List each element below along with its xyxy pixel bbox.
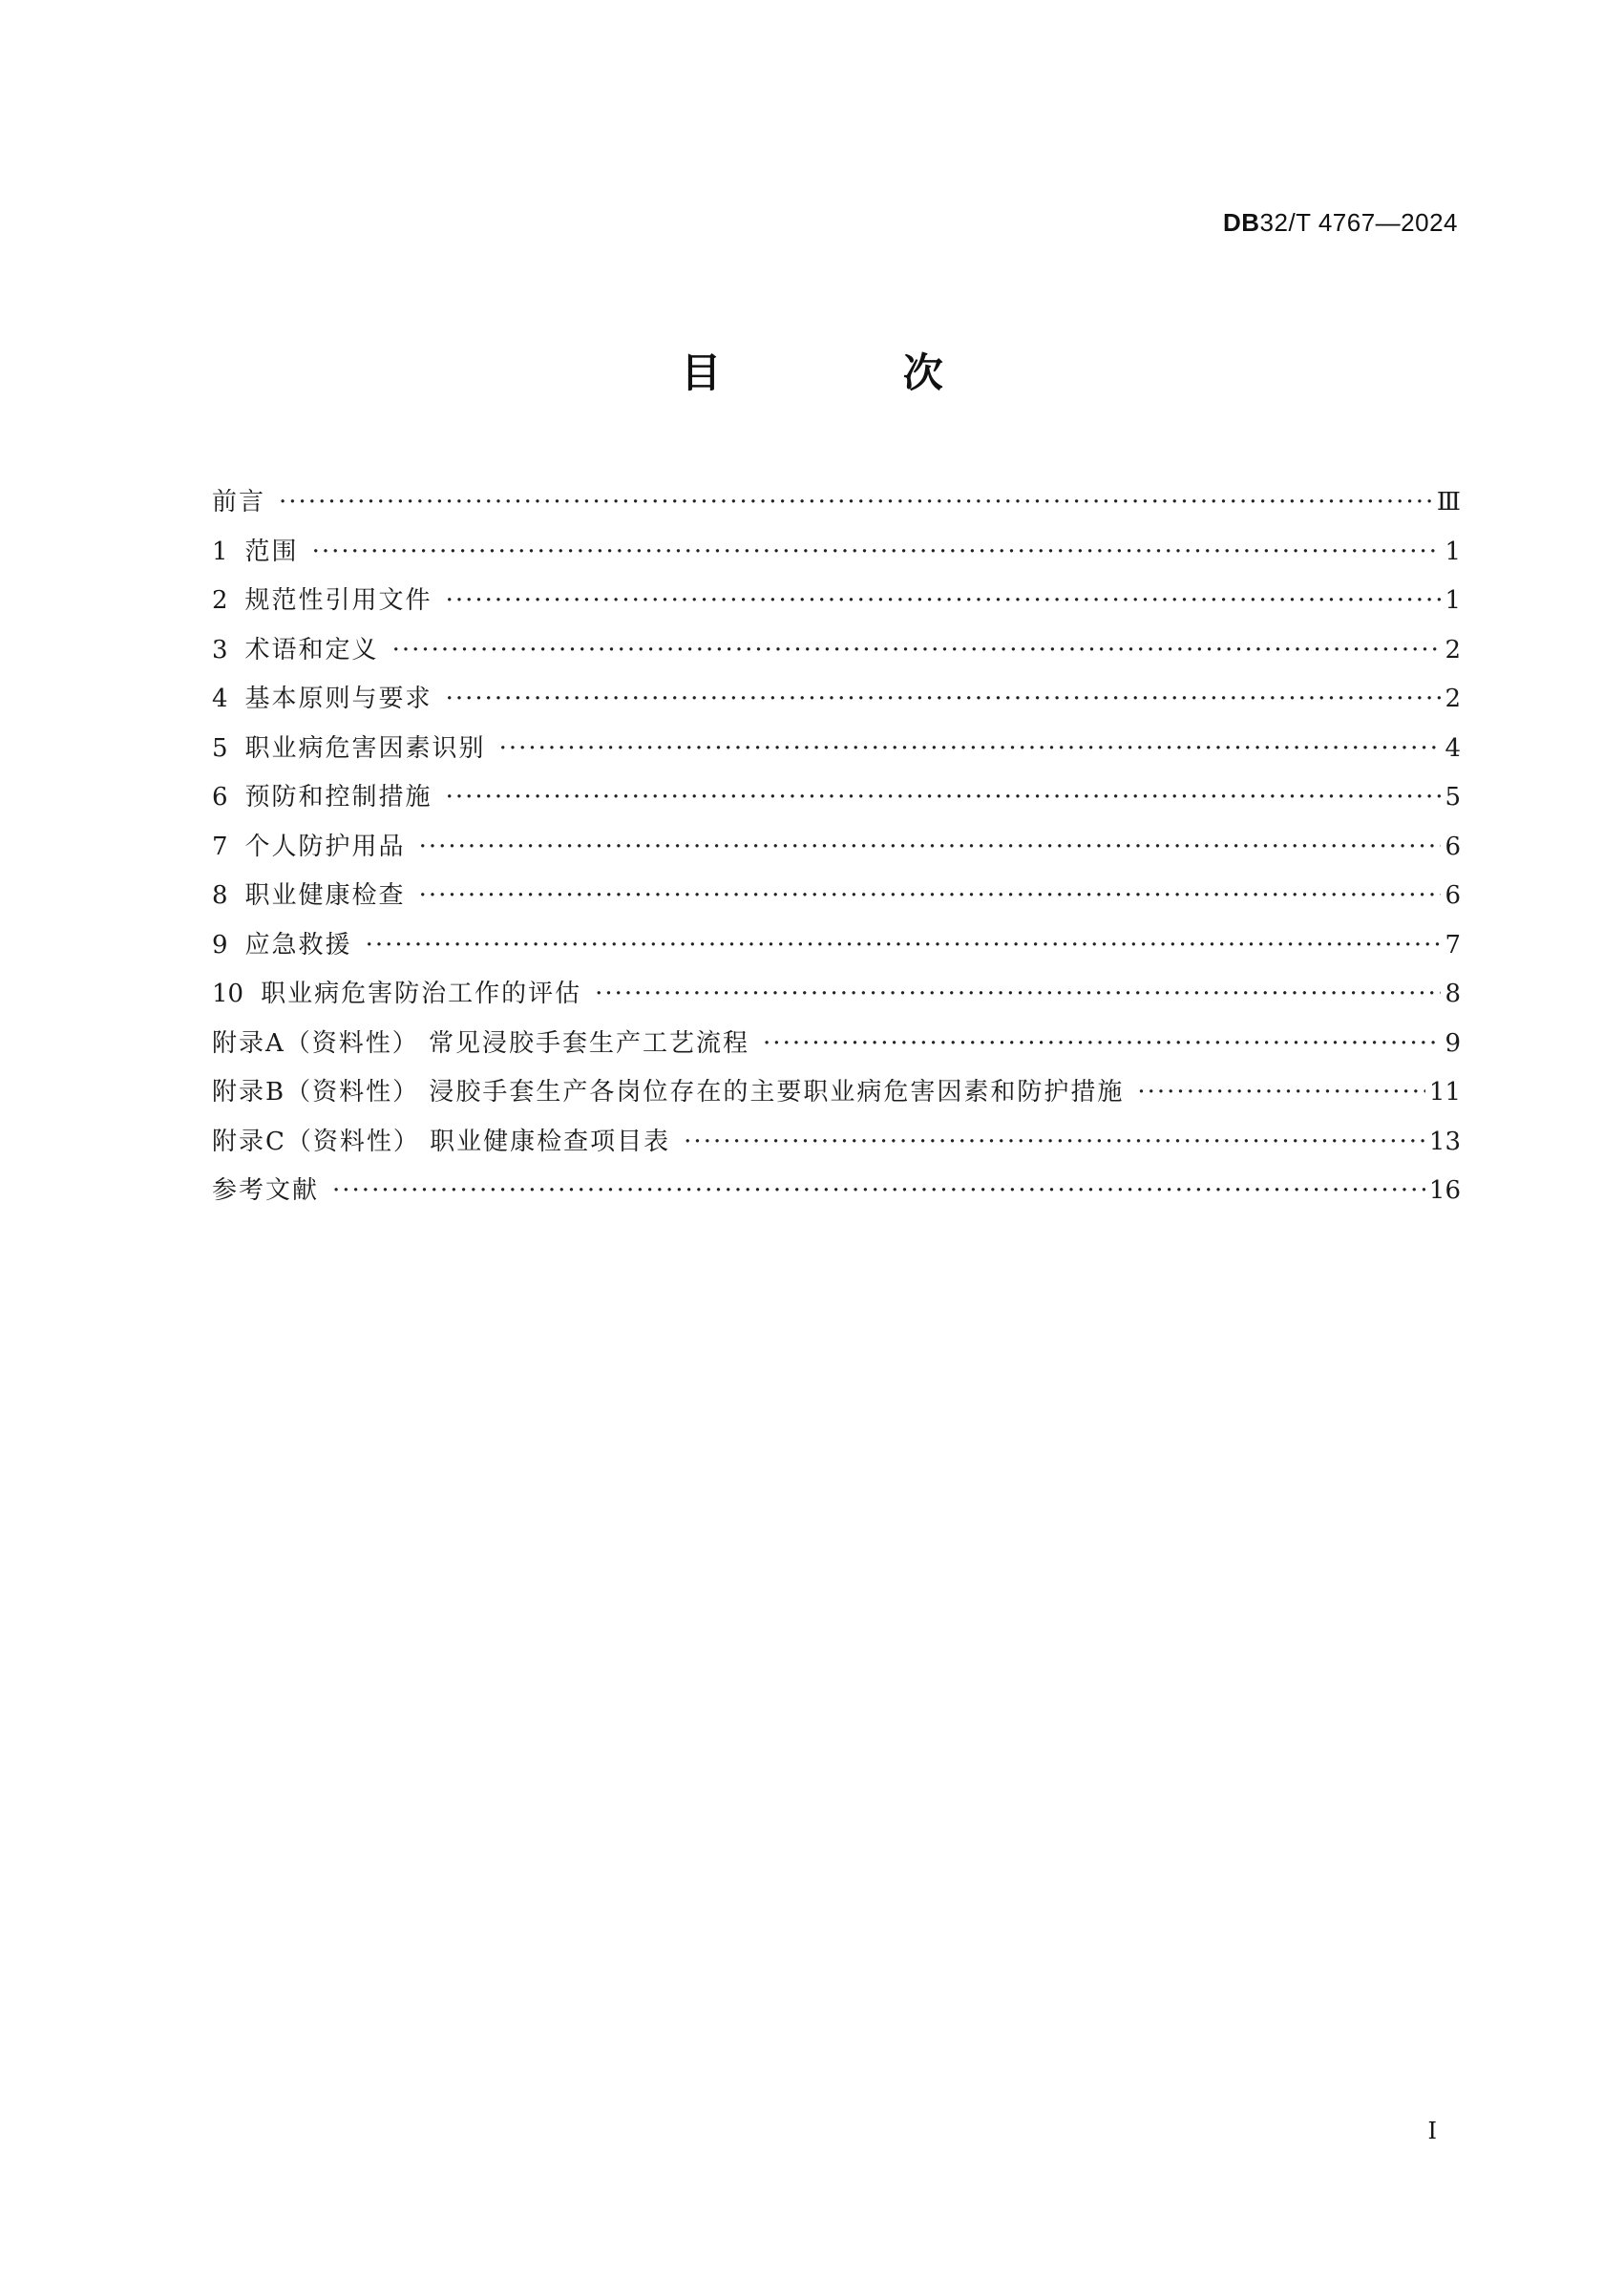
toc-entry[interactable]: [212, 528, 1461, 578]
toc-entry-label: [212, 675, 432, 725]
toc-dot-leader: [684, 1118, 1425, 1168]
toc-dot-leader: [332, 1167, 1425, 1216]
toc-entry[interactable]: [212, 725, 1461, 774]
toc-entry-label: [212, 1167, 319, 1216]
toc-entry-number: 10: [212, 980, 244, 1008]
toc-entry-title: 职业病危害因素识别: [244, 733, 486, 763]
document-code: [1223, 208, 1458, 238]
table-of-contents: [212, 478, 1461, 1216]
toc-entry-number: 6: [212, 783, 228, 812]
toc-entry-title: 附录A（资料性） 常见浸胶手套生产工艺流程: [212, 1028, 750, 1058]
page-number: I: [1427, 2118, 1437, 2144]
toc-dot-leader: [366, 921, 1442, 971]
toc-entry[interactable]: [212, 823, 1461, 873]
toc-entry-label: [212, 478, 265, 528]
toc-entry-title: 规范性引用文件: [244, 586, 432, 615]
toc-entry-label: [212, 725, 486, 774]
toc-entry-label: [212, 872, 406, 921]
document-code-mid: 32/T: [1259, 208, 1312, 237]
toc-dot-leader: [279, 478, 1433, 528]
toc-entry-label: [212, 577, 432, 626]
toc-entry-title: 职业病危害防治工作的评估: [261, 980, 582, 1008]
toc-entry-title: 术语和定义: [244, 635, 379, 664]
toc-entry-page: 2: [1445, 685, 1461, 713]
toc-entry-label: [212, 1118, 670, 1168]
toc-entry-title: 基本原则与要求: [244, 685, 432, 713]
toc-entry-page: 1: [1445, 586, 1461, 615]
toc-entry-label: [212, 528, 299, 578]
toc-entry-label: [212, 823, 406, 873]
toc-entry-number: 8: [212, 881, 228, 910]
toc-dot-leader: [419, 872, 1442, 921]
toc-entry-title: 附录C（资料性） 职业健康检查项目表: [212, 1127, 671, 1156]
toc-entry-page: 6: [1445, 881, 1461, 910]
toc-entry-label: [212, 1068, 1124, 1118]
toc-entry[interactable]: [212, 1167, 1461, 1216]
toc-title: 目 次: [681, 349, 1027, 396]
toc-dot-leader: [446, 577, 1442, 626]
toc-entry-page: 5: [1445, 783, 1461, 812]
toc-dot-leader: [312, 528, 1442, 578]
toc-entry[interactable]: [212, 1020, 1461, 1069]
toc-entry-title: 个人防护用品: [244, 832, 406, 861]
toc-entry-page: 6: [1445, 832, 1461, 861]
toc-entry[interactable]: [212, 970, 1461, 1020]
toc-entry[interactable]: [212, 478, 1461, 528]
toc-entry-number: 5: [212, 733, 228, 763]
toc-entry-label: [212, 921, 352, 971]
toc-dot-leader: [595, 970, 1441, 1020]
toc-entry-title: 附录B（资料性） 浸胶手套生产各岗位存在的主要职业病危害因素和防护措施: [212, 1078, 1125, 1107]
toc-dot-leader: [763, 1020, 1441, 1069]
toc-dot-leader: [446, 773, 1442, 823]
toc-entry-number: 3: [212, 635, 228, 664]
toc-entry-page: 4: [1445, 733, 1461, 763]
toc-entry-title: 参考文献: [212, 1176, 320, 1205]
toc-entry-page: 9: [1445, 1028, 1461, 1058]
toc-entry-title: 应急救援: [244, 930, 352, 960]
toc-entry-page: 16: [1428, 1176, 1461, 1205]
toc-entry-number: 7: [212, 832, 228, 861]
toc-entry[interactable]: [212, 1118, 1461, 1168]
toc-entry[interactable]: [212, 675, 1461, 725]
toc-dot-leader: [446, 675, 1442, 725]
toc-entry-label: [212, 773, 432, 823]
toc-entry[interactable]: [212, 577, 1461, 626]
toc-entry-page: 1: [1445, 537, 1461, 566]
toc-entry-label: [212, 970, 581, 1020]
toc-entry-page: 7: [1445, 930, 1461, 960]
toc-entry-number: 4: [212, 685, 228, 713]
toc-entry-number: 9: [212, 930, 228, 960]
toc-entry-title: 前言: [212, 488, 266, 517]
toc-entry-title: 预防和控制措施: [244, 783, 432, 812]
toc-entry-page: 11: [1428, 1078, 1461, 1107]
toc-entry-label: [212, 1020, 749, 1069]
toc-entry[interactable]: [212, 1068, 1461, 1118]
toc-entry-page: 8: [1445, 980, 1461, 1008]
toc-dot-leader: [419, 823, 1442, 873]
toc-dot-leader: [1137, 1068, 1425, 1118]
toc-entry-page: Ⅲ: [1436, 488, 1461, 517]
toc-dot-leader: [392, 626, 1442, 676]
toc-entry-number: 2: [212, 586, 228, 615]
toc-entry[interactable]: [212, 626, 1461, 676]
toc-entry-page: 2: [1445, 635, 1461, 664]
toc-entry-title: 职业健康检查: [244, 881, 406, 910]
document-code-number: 4767—2024: [1311, 208, 1458, 237]
toc-entry[interactable]: [212, 773, 1461, 823]
toc-entry-label: [212, 626, 379, 676]
toc-dot-leader: [499, 725, 1442, 774]
toc-entry-number: 1: [212, 537, 228, 566]
toc-entry[interactable]: [212, 872, 1461, 921]
document-code-prefix: DB: [1222, 208, 1260, 237]
toc-entry-page: 13: [1428, 1127, 1461, 1156]
toc-entry[interactable]: [212, 921, 1461, 971]
toc-entry-title: 范围: [244, 537, 299, 566]
